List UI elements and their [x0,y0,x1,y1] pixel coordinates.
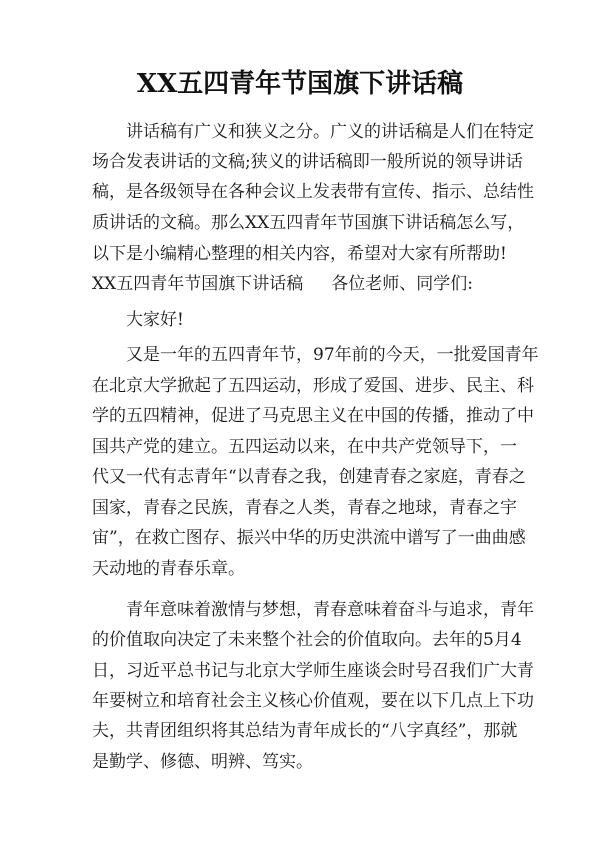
paragraph-line: 国家，青春之民族，青春之人类，青春之地球，青春之宇 [92,498,517,518]
heading-line [92,268,522,300]
paragraph-line: 是勤学、修德、明辨、笃实。 [92,752,313,772]
paragraph-line: 代又一代有志青年“以青春之我，创建青春之家庭，青春之 [92,467,526,487]
paragraph-line: 又是一年的五四青年节，97年前的今天，一批爱国青年 [126,345,539,365]
paragraph-line: 宙”，在救亡图存、振兴中华的历史洪流中谱写了一曲曲感 [92,528,526,548]
paragraph-line: 天动地的青春乐章。 [92,559,245,579]
paragraph-line: 在北京大学掀起了五四运动，形成了爱国、进步、民主、科 [92,376,534,396]
paragraph-line: 年要树立和培育社会主义核心价值观，要在以下几点上下功 [92,691,534,711]
paragraph-line: 国共产党的建立。五四运动以来，在中共产党领导下，一 [92,437,517,457]
salutation: 各位老师、同学们: [331,274,473,294]
paragraph-line: 夫，共青团组织将其总结为青年成长的“八字真经”，那就 [92,721,518,741]
greeting-line: 大家好! [126,310,184,330]
paragraph-line: 场合发表讲话的文稿;狭义的讲话稿即一般所说的领导讲话 [92,152,523,172]
paragraph-line: 日，习近平总书记与北京大学师生座谈会时号召我们广大青 [92,661,534,681]
paragraph-line: 学的五四精神，促进了马克思主义在中国的传播，推动了中 [92,406,534,426]
speech-title-inline: XX五四青年节国旗下讲话稿 [92,274,304,294]
paragraph-line: 质讲话的文稿。那么XX五四青年节国旗下讲话稿怎么写， [92,213,525,233]
paragraph-line: 的价值取向决定了未来整个社会的价值取向。去年的5月4 [92,630,522,650]
document-title: XX五四青年节国旗下讲话稿 [136,69,464,99]
paragraph-line: 青年意味着激情与梦想，青春意味着奋斗与追求，青年 [126,600,534,620]
paragraph-line: 讲话稿有广义和狭义之分。广义的讲话稿是人们在特定 [126,122,534,142]
paragraph-line: 稿，是各级领导在各种会议上发表带有宣传、指示、总结性 [92,182,534,202]
paragraph-line: 以下是小编精心整理的相关内容，希望对大家有所帮助! [92,244,507,264]
